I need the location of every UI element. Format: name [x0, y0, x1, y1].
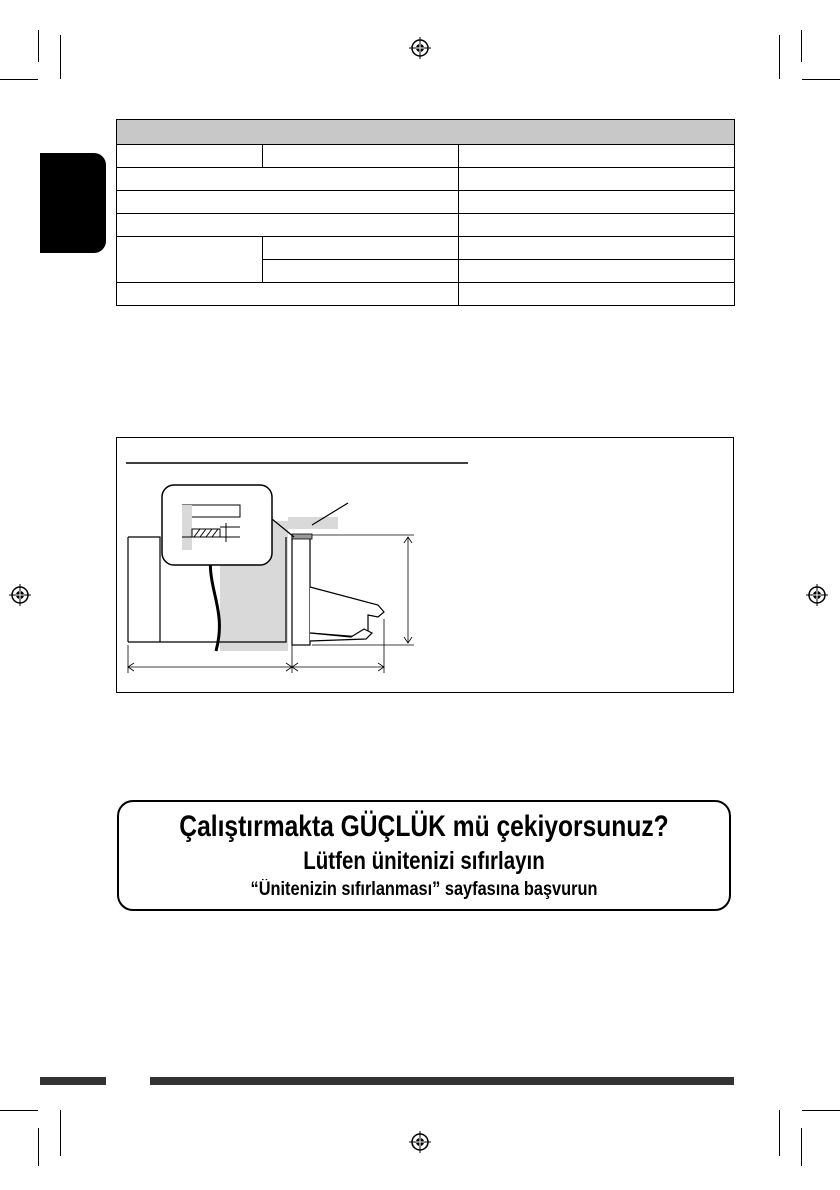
table-row	[117, 237, 735, 260]
crop-mark	[802, 1110, 840, 1111]
crop-mark	[801, 30, 802, 62]
installation-diagram	[116, 437, 734, 693]
table-cell	[459, 168, 735, 191]
crop-mark	[38, 1128, 39, 1166]
table-row	[117, 168, 735, 191]
crop-mark	[0, 1110, 38, 1111]
notice-title: Çalıştırmakta GÜÇLÜK mü çekiyorsunuz?	[179, 810, 669, 843]
table-cell	[117, 191, 459, 214]
table-cell	[459, 260, 735, 283]
table-cell	[263, 260, 459, 283]
table-row	[117, 145, 735, 168]
language-tab	[40, 153, 106, 253]
table-cell	[459, 145, 735, 168]
registration-mark-icon	[409, 37, 431, 59]
table-cell	[459, 191, 735, 214]
crop-mark	[779, 35, 780, 79]
table-cell	[263, 237, 459, 260]
troubleshooting-notice	[117, 800, 731, 911]
table-row	[117, 283, 735, 306]
registration-mark-icon	[409, 1131, 431, 1153]
registration-mark-icon	[9, 584, 31, 606]
table-cell	[459, 237, 735, 260]
notice-subtitle: Lütfen ünitenizi sıfırlayın	[303, 847, 545, 875]
footer-bar-right	[150, 1077, 734, 1085]
table-row	[117, 191, 735, 214]
table-cell	[117, 168, 459, 191]
crop-mark	[60, 1110, 61, 1156]
crop-mark	[38, 30, 39, 62]
table-cell	[117, 237, 263, 283]
table-header-cell	[117, 120, 735, 145]
crop-mark	[0, 79, 38, 80]
notice-reference: “Ünitenizin sıfırlanması” sayfasına başvurun	[250, 879, 598, 900]
table-header-row	[117, 120, 735, 145]
footer-bar-left	[40, 1077, 106, 1085]
crop-mark	[60, 35, 61, 79]
crop-mark	[801, 1128, 802, 1166]
table-cell	[117, 283, 459, 306]
crop-mark	[779, 1110, 780, 1156]
table-cell	[117, 145, 263, 168]
specification-table	[116, 119, 735, 306]
table-cell	[459, 283, 735, 306]
registration-mark-icon	[806, 584, 828, 606]
table-row	[117, 214, 735, 237]
crop-mark	[802, 79, 840, 80]
table-cell	[459, 214, 735, 237]
table-cell	[263, 145, 459, 168]
table-cell	[117, 214, 459, 237]
